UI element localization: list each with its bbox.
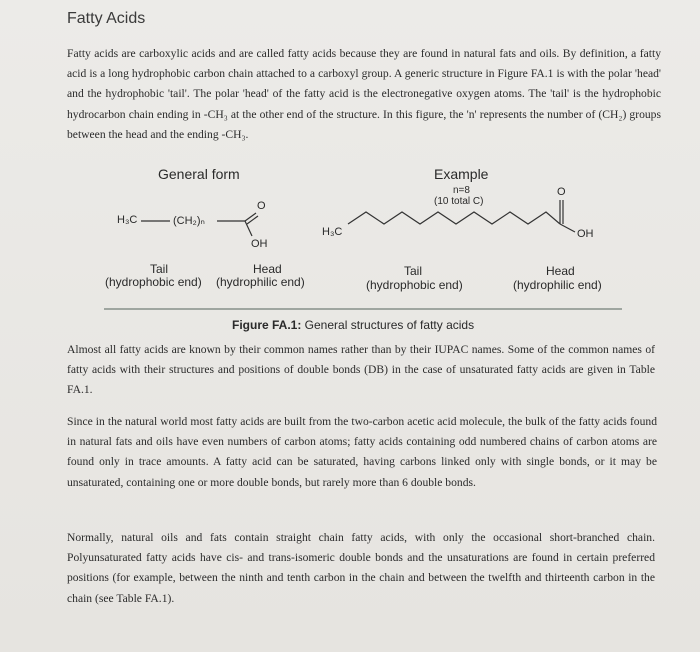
h3c-group: H₃C <box>117 214 138 226</box>
intro-paragraph: Fatty acids are carboxylic acids and are called fatty acids because they are found in natural fats and oils. By definition, a fatty acid is a long hydrophobic carbon chain attached to a carboxyl group. A generic structure in Figure FA.1 is with the polar 'head' and the hydrophobic 'tail'. The polar 'head' of the fatty acid is the electronegative oxygen atoms. The 'tail' is the hydrophobic hydrocarbon chain ending in -CH₃ at the other end of the structure. In this figure, the 'n' represents the number of (CH₂) groups between the head and the ending -CH₃. <box>67 47 661 141</box>
n-count-label: n=8 <box>453 185 470 196</box>
head-label-example: Head <box>546 264 575 278</box>
tail-desc-general: (hydrophobic end) <box>105 275 202 289</box>
head-desc-general: (hydrophilic end) <box>216 275 305 289</box>
oxygen-atom-example: O <box>557 186 566 198</box>
head-desc-example: (hydrophilic end) <box>513 278 602 292</box>
straight-chain-paragraph: Normally, natural oils and fats contain straight chain fatty acids, with only the occasional short-branched chain. Polyunsaturated fatty acids have cis- and trans-isomeric double bonds and the unsaturations are found in certain preferred positions (for example, between the ninth and tenth carbon in the chain and between the twelfth and thirteenth carbon in the chain (see Table FA.1). <box>67 531 655 605</box>
caption-text: General structures of fatty acids <box>301 318 475 332</box>
even-carbon-paragraph: Since in the natural world most fatty acids are built from the two-carbon acetic acid molecule, the bulk of the fatty acids found in natural fats and oils have even numbers of carbon atoms; fatty acids containing odd numbered chains of carbon atoms are found only in trace amounts. A fatty acid can be saturated, having carbons linked only with single bonds, or it may be unsaturated, containing one or more double bonds, but rarely more than 6 double bonds. <box>67 415 657 489</box>
common-names-paragraph: Almost all fatty acids are known by their common names rather than by their IUPAC names. Some of the common names of fatty acids with their structures and positions of double bonds (DB) in the case of unsaturated fatty acids are given in Table FA.1. <box>67 343 655 397</box>
bond-c-o-double-1 <box>245 213 256 221</box>
bond-c-o-double-2 <box>247 216 258 224</box>
caption-label: Figure FA.1: <box>232 318 302 332</box>
general-form-label: General form <box>158 166 240 182</box>
tail-desc-example: (hydrophobic end) <box>366 278 463 292</box>
hydroxyl-group: OH <box>251 238 268 250</box>
page-title: Fatty Acids <box>67 10 146 27</box>
tail-label-general: Tail <box>150 262 169 276</box>
tail-label-example: Tail <box>404 264 423 278</box>
carbon-chain-zigzag <box>348 212 560 224</box>
ch2n-group: (CH₂)ₙ <box>173 215 205 227</box>
head-label-general: Head <box>253 262 282 276</box>
figure-caption <box>232 318 474 332</box>
h3c-group-example: H₃C <box>322 226 343 238</box>
hydroxyl-group-example: OH <box>577 228 594 240</box>
oxygen-atom: O <box>257 200 266 212</box>
bond-c-oh-ex <box>560 224 575 232</box>
figure-divider <box>104 308 622 310</box>
total-carbon-label: (10 total C) <box>434 196 484 207</box>
example-label: Example <box>434 166 489 182</box>
